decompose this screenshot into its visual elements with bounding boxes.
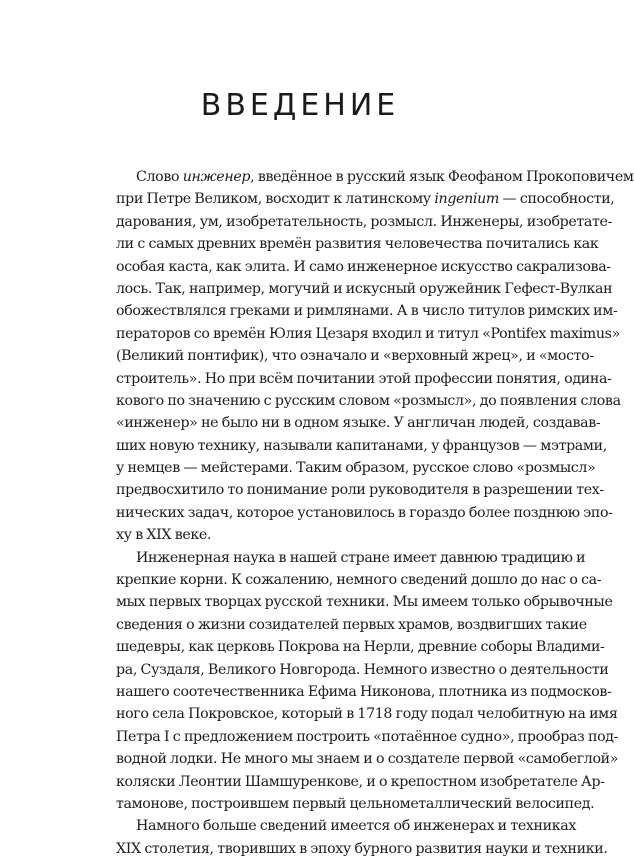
text-run: коляски Леонтии Шамшуренкове, и о крепостном изобретателе Ар- (116, 773, 605, 790)
text-line (116, 368, 612, 390)
text-line (116, 569, 602, 591)
text-run: сведения о жизни созидателей первых храмов, воздвигших такие (116, 616, 587, 633)
text-line (116, 681, 612, 703)
text-line (116, 479, 604, 501)
text-line (116, 256, 611, 278)
text-line (116, 300, 618, 322)
text-line (116, 278, 613, 300)
paragraph (116, 166, 634, 547)
text-run: , введённое в русский язык Феофаном Прокоповичем (250, 169, 634, 185)
text-run: строитель». Но при всём почитании этой профессии понятия, одина- (116, 370, 612, 387)
text-line (116, 323, 620, 345)
italic-term: ingenium (434, 191, 499, 208)
text-run: ли с самых древних времён развития человечества почитались как (116, 236, 599, 253)
text-run: тамонове, построившем первый цельнометаллический велосипед. (116, 795, 595, 812)
text-run: обожествлялся греками и римлянами. А в число титулов римских им- (116, 303, 618, 320)
text-run: Намного больше сведений имеется об инженерах и техниках (136, 818, 576, 835)
text-run: ного села Покровское, который в 1718 году подал челобитную на имя (116, 706, 618, 723)
text-line (116, 636, 605, 658)
text-line (116, 726, 619, 748)
text-line (116, 435, 607, 457)
text-line (116, 614, 587, 636)
text-run: предвосхитило то понимание роли руководителя в разрешении тех- (116, 482, 604, 499)
text-run: Слово (136, 169, 183, 185)
text-line (116, 703, 618, 725)
text-line (116, 457, 596, 479)
text-line (116, 233, 599, 255)
text-line (116, 748, 619, 770)
text-line (116, 502, 613, 524)
text-run: дарования, ум, изобретательность, розмысл. Инженеры, изобретате- (116, 213, 613, 230)
text-run: ху в XIX веке. (116, 527, 212, 544)
text-line (116, 659, 609, 681)
text-run: — способности, (498, 191, 615, 208)
text-run: Петра I с предложением построить «потаённое судно», прообраз под- (116, 728, 619, 745)
text-line (116, 793, 595, 815)
text-run: водной лодки. Не много мы знаем и о создателе первой «самобеглой» (116, 751, 619, 768)
text-line (116, 188, 615, 210)
text-run: XIX столетия, творивших в эпоху бурного развития науки и техники. (116, 840, 608, 857)
body-text (116, 166, 634, 860)
text-line (116, 412, 601, 434)
text-run: кового по значению с русским словом «розмысл», до появления слова (116, 392, 621, 409)
text-run: у немцев — мейстерами. Таким образом, русское слово «розмысл» (116, 460, 596, 477)
text-line (116, 591, 613, 613)
text-line (116, 166, 634, 188)
text-run: при Петре Великом, восходит к латинскому (116, 191, 435, 208)
text-run: Инженерная наука в нашей стране имеет давнюю традицию и (136, 549, 586, 566)
text-run: (Великий понтифик), что означало и «верховный жрец», и «мосто- (116, 348, 594, 365)
text-run: особая каста, как элита. И само инженерное искусство сакрализова- (116, 258, 611, 275)
text-run: ших новую технику, называли капитанами, у французов — мэтрами, (116, 437, 607, 454)
text-run: нашего соотечественника Ефима Никонова, плотника из подмосков- (116, 683, 612, 700)
text-run: мых первых творцах русской техники. Мы имеем только обрывочные (116, 594, 613, 611)
text-line (116, 345, 594, 367)
text-line (116, 390, 621, 412)
chapter-title: ВВЕДЕНИЕ (200, 88, 400, 123)
text-line (116, 838, 608, 860)
paragraph (116, 815, 608, 860)
text-run: шедевры, как церковь Покрова на Нерли, древние соборы Владими- (116, 639, 605, 656)
text-line (116, 524, 562, 546)
text-line (116, 771, 605, 793)
text-line (116, 547, 586, 569)
text-line (116, 815, 576, 837)
paragraph (116, 547, 619, 816)
text-run: лось. Так, например, могучий и искусный оружейник Гефест-Вулкан (116, 280, 613, 297)
text-run: ператоров со времён Юлия Цезаря входил и титул «Pontifex maximus» (116, 325, 620, 342)
text-run: нических задач, которое установилось в гораздо более позднюю эпо- (116, 504, 613, 521)
text-line (116, 211, 613, 233)
text-run: «инженер» не было ни в одном языке. У англичан людей, создавав- (116, 415, 601, 432)
italic-term: инженер (182, 169, 251, 185)
text-run: крепкие корни. К сожалению, немного сведений дошло до нас о са- (116, 572, 602, 589)
text-run: ра, Суздаля, Великого Новгорода. Немного известно о деятельности (116, 661, 609, 678)
